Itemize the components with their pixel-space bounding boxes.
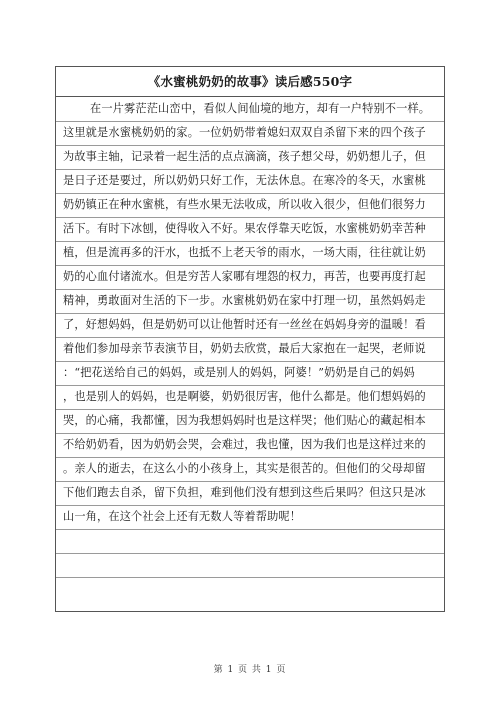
- essay-line: 为故事主轴，记录着一起生活的点点滴滴，孩子想父母，奶奶想儿子，但: [63, 150, 426, 163]
- essay-line: 不给奶奶看，因为奶奶会哭，会难过，我也懂，因为我们也是这样过来的: [63, 438, 426, 451]
- essay-line: 奶的心血付诸流水。但是穷苦人家哪有埋怨的权力，再苦，也要再度打起: [63, 270, 426, 283]
- essay-line: 植，但是流再多的汗水，也抵不上老天爷的雨水，一场大雨，往往就让奶: [63, 246, 426, 259]
- essay-line: 奶奶镇正在种水蜜桃，有些水果无法收成，所以收入很少，但他们很努力: [63, 198, 426, 211]
- essay-sheet: [55, 66, 445, 612]
- essay-line: 是日子还是要过，所以奶奶只好工作，无法休息。在寒冷的冬天，水蜜桃: [63, 174, 426, 187]
- essay-line: 下他们跑去自杀，留下负担，难到他们没有想到这些后果吗？但这只是冰: [63, 486, 426, 499]
- essay-line: 山一角，在这个社会上还有无数人等着帮助呢！: [63, 510, 302, 523]
- essay-line: ，也是别人的妈妈，也是啊婆，奶奶很厉害，他什么都是。他们想妈妈的: [63, 390, 426, 403]
- essay-line: 了，好想妈妈，但是奶奶可以让他暂时还有一丝丝在妈妈身旁的温暖！看: [63, 318, 426, 331]
- essay-line: 精神，勇敢面对生活的下一步。水蜜桃奶奶在家中打理一切，虽然妈妈走: [63, 294, 426, 307]
- essay-line: 哭，的心痛，我都懂，因为我想妈妈时也是这样哭；他们贴心的藏起相本: [63, 414, 426, 427]
- essay-line: 活下。有时下冰刨，使得收入不好。果农俘靠天吃饭，水蜜桃奶奶幸苦种: [63, 222, 426, 235]
- ruled-line: [56, 553, 444, 554]
- ruled-line: [56, 529, 444, 530]
- essay-line: 这里就是水蜜桃奶奶的家。一位奶奶带着媳妇双双自杀留下来的四个孩子: [63, 126, 426, 139]
- essay-body: [56, 97, 444, 613]
- essay-line: 着他们参加母亲节表演节目，奶奶去欣赏，最后大家抱在一起哭，老师说: [63, 342, 426, 355]
- essay-line: 在一片雾茫茫山峦中，看似人间仙境的地方，却有一户特别不一样。: [90, 102, 431, 115]
- essay-line: ：“把花送给自己的妈妈，或是别人的妈妈，阿婆！”奶奶是自己的妈妈: [63, 366, 415, 379]
- essay-line: 。亲人的逝去，在这么小的小孩身上，其实是很苦的。但他们的父母却留: [63, 462, 426, 475]
- essay-title: 《水蜜桃奶奶的故事》读后感550字: [56, 67, 444, 97]
- page-footer: 第 1 页 共 1 页: [213, 665, 287, 675]
- ruled-line: [56, 577, 444, 578]
